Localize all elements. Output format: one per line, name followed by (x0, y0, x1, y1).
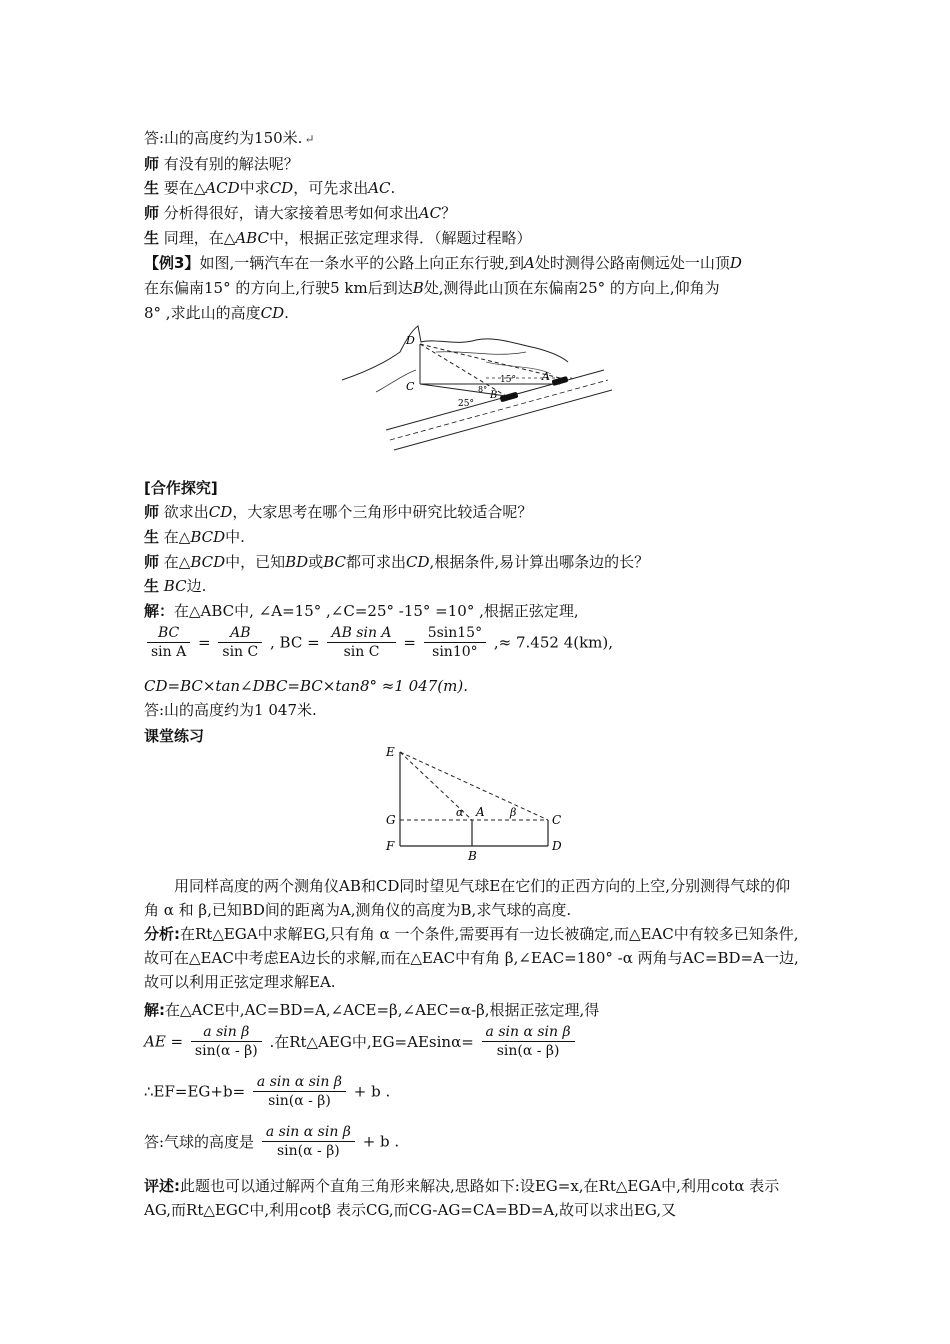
mountain-road-figure (336, 322, 612, 452)
practice-solution-intro: 解:在△ACE中,AC=BD=A,∠ACE=β,∠AEC=α-β,根据正弦定理,得 (144, 1001, 600, 1019)
label-d2: D (552, 839, 562, 853)
label-b2: B (468, 849, 477, 863)
balloon-figure (380, 742, 570, 864)
coop-heading: [合作探究] (144, 479, 218, 497)
car-icon (500, 392, 519, 403)
solution1-formula: $\frac{BC}{\text{sin A}}$ = $\frac{AB}{\text{sin C}}$ , BC = $\frac{\text{AB sin A}}{\text{sin C}}$ = $\frac{5\sin 15^\circ}{\sin 10^\circ}$ ,≈ 7.452 4(km), (144, 625, 613, 660)
answer-line-1: 答:山的高度约为150米. ↵ (144, 129, 315, 147)
label-15: 15° (500, 375, 516, 385)
label-a2: A (476, 805, 485, 819)
label-g: G (386, 813, 396, 827)
practice-heading: 课堂练习 (144, 727, 205, 745)
teacher-line-2: 师 分析得很好，请大家接着思考如何求出AC？ (144, 204, 457, 222)
label-8: 8° (478, 385, 488, 394)
label-f: F (386, 839, 395, 853)
practice-comment: 评述:此题也可以通过解两个直角三角形来解决,思路如下:设EG=x,在Rt△EGA中,利用cotα 表示AG,而Rt△EGC中,利用cotβ 表示CG,而CG-AG=CA=BD=A,故可以求出EG,又 (144, 1177, 780, 1219)
car-icon (551, 376, 568, 386)
label-25: 25° (458, 399, 474, 409)
example3-line-3: 8° ,求此山的高度CD. (144, 304, 289, 322)
practice-ef-formula: ∴EF=EG+b= $\frac{\text{a sin α sin β}}{\sin(\alpha - \beta)}$ + b . (144, 1074, 391, 1109)
label-d: D (406, 334, 415, 347)
label-b: B (490, 390, 498, 401)
solution1-cd: CD=BC×tan∠DBC=BC×tan8° ≈1 047(m). (144, 677, 468, 695)
coop-q1: 师 欲求出CD，大家思考在哪个三角形中研究比较适合呢？ (144, 503, 533, 521)
coop-a1: 生 在△BCD中. (144, 528, 245, 546)
coop-a2: 生 BC边. (144, 577, 207, 595)
student-line-2: 生 同理，在△ABC中，根据正弦定理求得．（解题过程略） (144, 229, 532, 247)
example3-line-1: 【例3】如图,一辆汽车在一条水平的公路上向正东行驶,到A处时测得公路南侧远处一山顶D (144, 254, 742, 272)
solution1-answer: 答:山的高度约为1 047米. (144, 701, 317, 719)
label-c: C (406, 380, 415, 393)
practice-problem: 用同样高度的两个测角仪AB和CD同时望见气球E在它们的正西方向的上空,分别测得气球的仰角 α 和 β,已知BD间的距离为A,测角仪的高度为B,求气球的高度. (144, 877, 791, 919)
practice-answer: 答:气球的高度是 $\frac{\text{a sin α sin β}}{\sin(\alpha - \beta)}$ + b . (144, 1124, 400, 1159)
label-beta: β (510, 806, 517, 819)
practice-ae-formula: AE = $\frac{\text{a sin β}}{\sin(\alpha - \beta)}$ .在Rt△AEG中,EG=AEsinα= $\frac{\text{a sin α sin β}}{\sin(\alpha - \beta)}$ (144, 1024, 578, 1059)
label-e: E (386, 745, 395, 759)
solution1-intro: 解：在△ABC中, ∠A=15° ,∠C=25° -15° =10° ,根据正弦定理, (144, 602, 579, 620)
coop-q2: 师 在△BCD中，已知BD或BC都可求出CD,根据条件,易计算出哪条边的长？ (144, 553, 650, 571)
label-a: A (542, 370, 550, 383)
teacher-line-1: 师 有没有别的解法呢？ (144, 155, 299, 173)
example3-line-2: 在东偏南15° 的方向上,行驶5 km后到达B处,测得此山顶在东偏南25° 的方向上,仰角为 (144, 279, 720, 297)
student-line-1: 生 要在△ACD中求CD，可先求出AC. (144, 179, 396, 197)
practice-analysis: 分析:在Rt△EGA中求解EG,只有角 α 一个条件,需要再有一边长被确定,而△EAC中有较多已知条件,故可在△EAC中考虑EA边长的求解,而在△EAC中有角 β,∠EAC=180° -α 两角与AC=BD=A一边,故可以利用正弦定理求解EA. (144, 925, 799, 991)
label-alpha: α (456, 806, 464, 819)
label-c2: C (552, 813, 562, 827)
